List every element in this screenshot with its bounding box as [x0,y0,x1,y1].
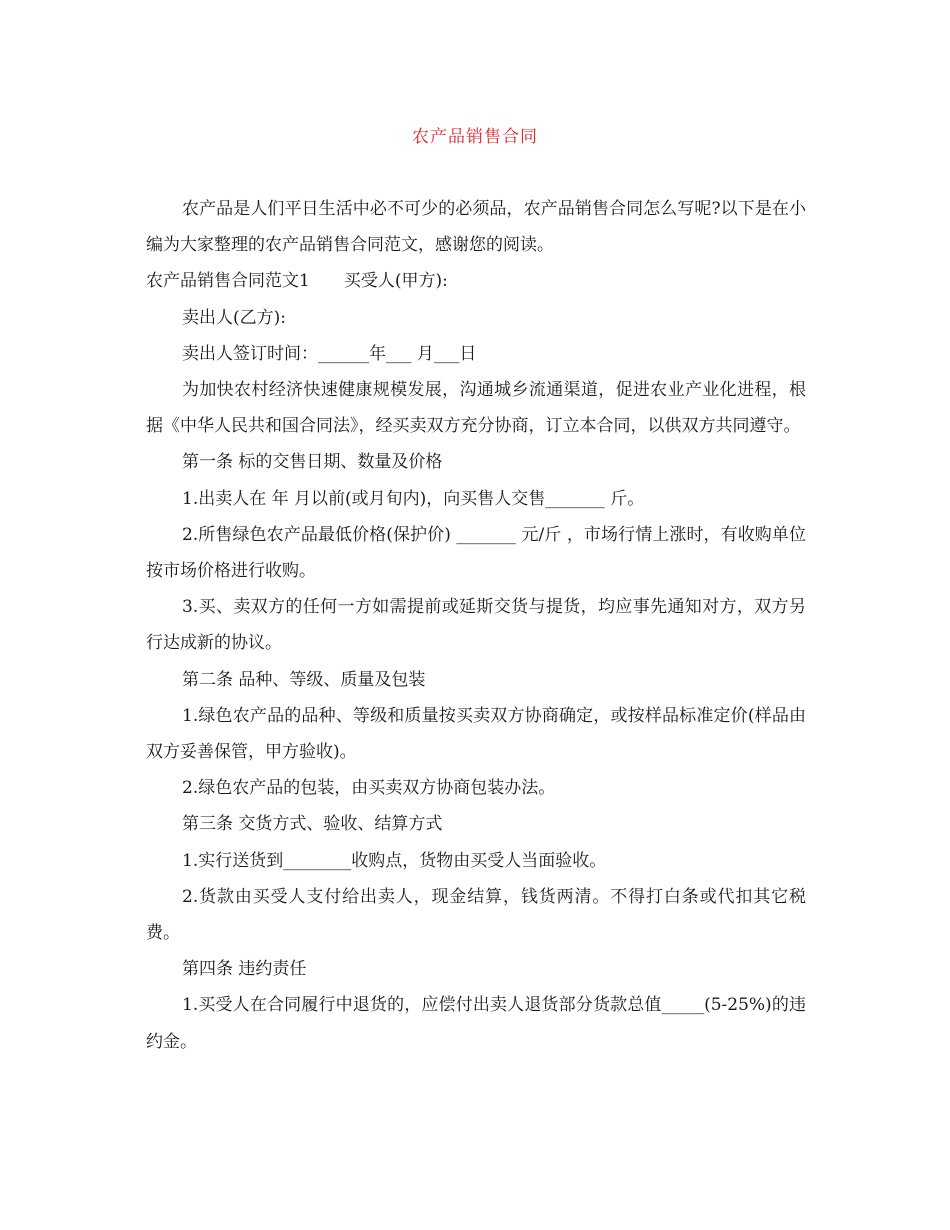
article-4-clause-1: 1.买受人在合同履行中退货的，应偿付出卖人退货部分货款总值_____(5-25%)的违约金。 [146,995,806,1052]
article-4-heading: 第四条 违约责任 [182,959,307,980]
article-3-heading: 第三条 交货方式、验收、结算方式 [182,814,443,835]
article-2-heading: 第二条 品种、等级、质量及包装 [182,669,426,690]
signing-date-line: 卖出人签订时间：______年___ 月___日 [182,343,477,364]
article-1-clause-3: 3.买、卖双方的任何一方如需提前或延斯交货与提货，均应事先通知对方，双方另行达成新的协议。 [146,597,806,654]
article-3-clause-1: 1.实行送货到________收购点，货物由买受人当面验收。 [182,850,607,871]
document-title: 农产品销售合同 [412,127,538,147]
article-1-clause-2: 2.所售绿色农产品最低价格(保护价) _______ 元/斤 ，市场行情上涨时，有收购单位按市场价格进行收购。 [146,524,806,582]
contract-sample-heading: 农产品销售合同范文1 买受人(甲方): [146,271,448,292]
article-1-heading: 第一条 标的交售日期、数量及价格 [182,452,443,473]
article-3-clause-2: 2.货款由买受人支付给出卖人，现金结算，钱货两清。不得打白条或代扣其它税费。 [146,886,806,944]
article-1-clause-1: 1.出卖人在 年 月以前(或月旬内)，向买售人交售_______ 斤。 [182,488,645,509]
seller-party-line: 卖出人(乙方): [182,307,286,328]
article-2-clause-1: 1.绿色农产品的品种、等级和质量按买卖双方协商确定，或按样品标准定价(样品由双方妥善保管，甲方验收)。 [146,705,806,763]
intro-paragraph: 农产品是人们平日生活中必不可少的必须品，农产品销售合同怎么写呢?以下是在小编为大家整理的农产品销售合同范文，感谢您的阅读。 [146,199,806,256]
preamble-paragraph: 为加快农村经济快速健康规模发展，沟通城乡流通渠道，促进农业产业化进程，根据《中华人民共和国合同法》，经买卖双方充分协商，订立本合同，以供双方共同遵守。 [146,380,806,437]
document-body [146,191,806,1060]
article-2-clause-2: 2.绿色农产品的包装，由买卖双方协商包装办法。 [182,778,556,799]
